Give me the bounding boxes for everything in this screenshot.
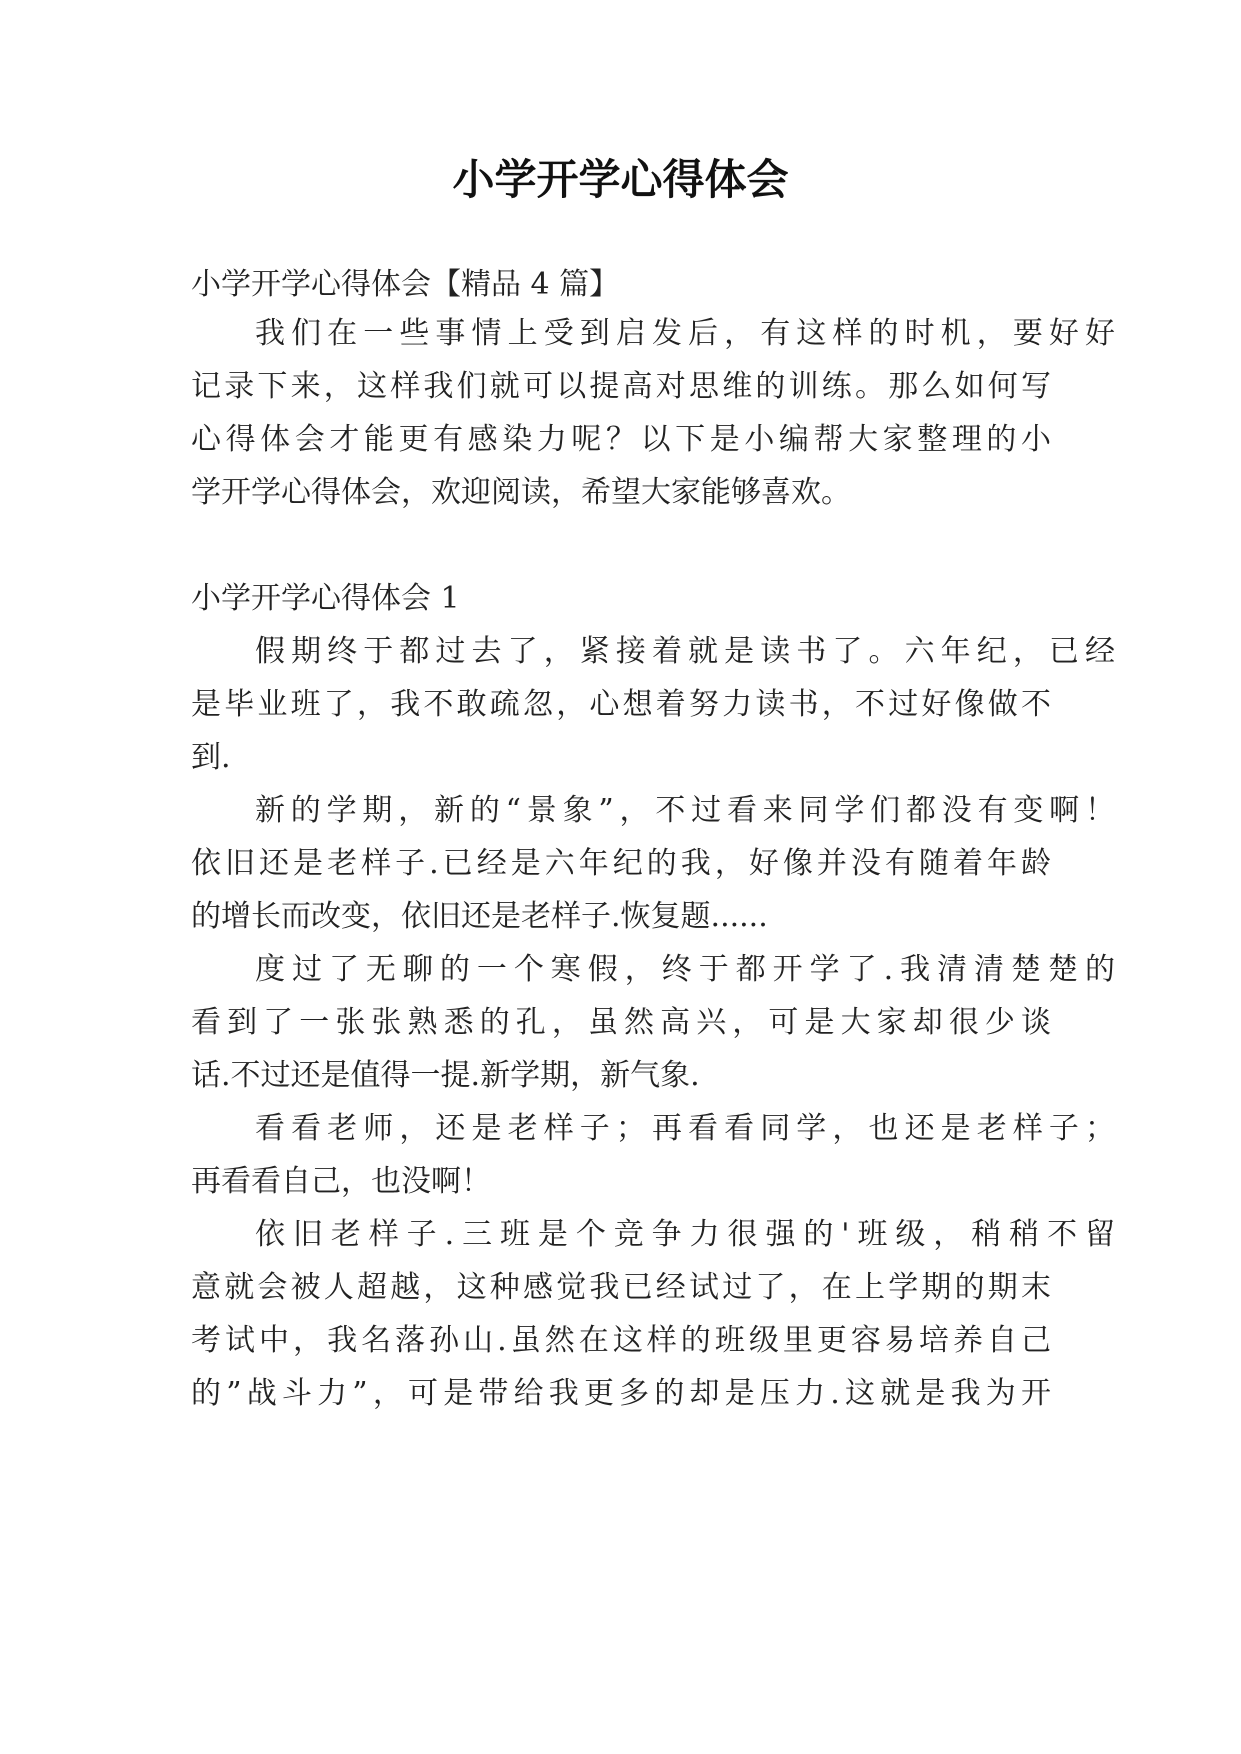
section-heading-1: 小学开学心得体会 1 [191, 581, 460, 616]
document-title: 小学开学心得体会 [452, 155, 789, 204]
subtitle-line: 小学开学心得体会【精品 4 篇】 [191, 267, 620, 302]
body-line-3: 到. [191, 740, 231, 775]
body-line-9: 话.不过还是值得一提.新学期，新气象. [191, 1058, 700, 1093]
body-line-13: 意就会被人超越，这种感觉我已经试过了，在上学期的期末 [191, 1270, 1051, 1305]
body-line-11: 再看看自己，也没啊！ [191, 1164, 491, 1199]
intro-line-2: 记录下来，这样我们就可以提高对思维的训练。那么如何写 [191, 369, 1051, 404]
intro-line-1: 我们在一些事情上受到启发后，有这样的时机，要好好 [255, 316, 1115, 351]
body-line-6: 的增长而改变，依旧还是老样子.恢复题...... [191, 899, 768, 934]
body-line-5: 依旧还是老样子.已经是六年纪的我，好像并没有随着年龄 [191, 846, 1051, 881]
body-line-7: 度过了无聊的一个寒假，终于都开学了.我清清楚楚的 [255, 952, 1115, 987]
body-line-15: 的”战斗力”，可是带给我更多的却是压力.这就是我为开 [191, 1376, 1051, 1411]
body-line-12: 依旧老样子.三班是个竞争力很强的'班级，稍稍不留 [255, 1217, 1115, 1252]
body-line-4: 新的学期，新的“景象”，不过看来同学们都没有变啊！ [255, 793, 1115, 828]
body-line-2: 是毕业班了，我不敢疏忽，心想着努力读书，不过好像做不 [191, 687, 1051, 722]
body-line-8: 看到了一张张熟悉的孔，虽然高兴，可是大家却很少谈 [191, 1005, 1051, 1040]
body-line-10: 看看老师，还是老样子；再看看同学，也还是老样子； [255, 1111, 1115, 1146]
intro-line-4: 学开学心得体会，欢迎阅读，希望大家能够喜欢。 [191, 475, 851, 510]
body-line-14: 考试中，我名落孙山.虽然在这样的班级里更容易培养自己 [191, 1323, 1051, 1358]
intro-line-3: 心得体会才能更有感染力呢？以下是小编帮大家整理的小 [191, 422, 1051, 457]
body-line-1: 假期终于都过去了，紧接着就是读书了。六年纪，已经 [255, 634, 1115, 669]
